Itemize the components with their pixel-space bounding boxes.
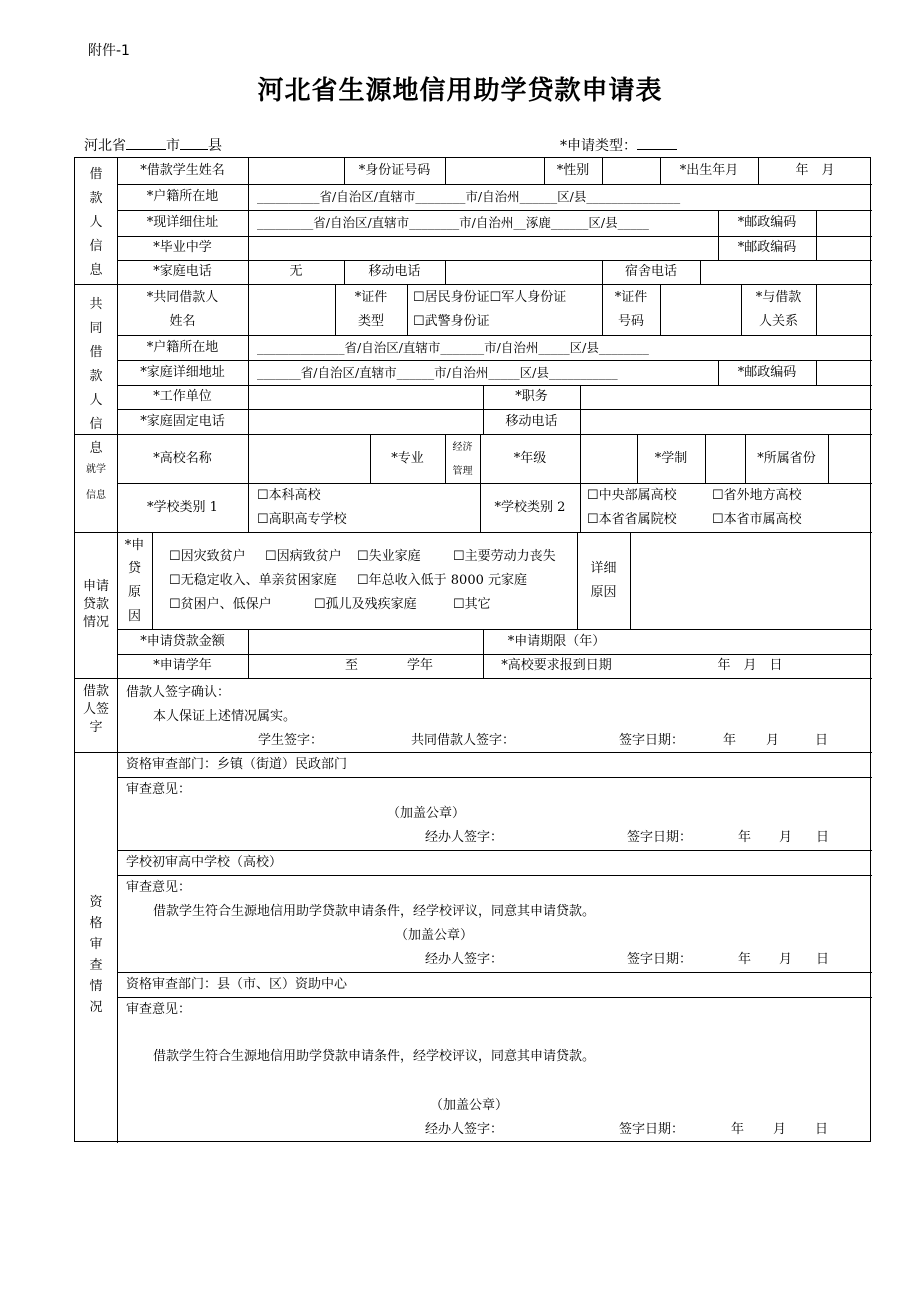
city-blank[interactable]: [126, 134, 166, 150]
review-year-3: 年: [731, 1122, 745, 1137]
borrower-mobile-label: 移动电话: [368, 264, 421, 279]
borrower-address-label: *现详细住址: [146, 215, 219, 230]
length-field[interactable]: [706, 434, 745, 483]
loan-year-to[interactable]: 至: [345, 658, 359, 673]
coborrower-section-text: 共同借款人信息: [89, 297, 103, 456]
borrower-name-field[interactable]: [249, 158, 344, 184]
school-name-field[interactable]: [249, 434, 370, 483]
relation-field[interactable]: [817, 284, 872, 335]
review-day-3: 日: [815, 1122, 829, 1137]
coborrower-mobile-field[interactable]: [581, 409, 872, 434]
school-name-label: *高校名称: [153, 451, 212, 466]
review-opinion-2: 审查意见：: [126, 880, 192, 895]
coborrower-sign-label[interactable]: 共同借款人签字：: [411, 733, 516, 748]
sign-date-label[interactable]: 签字日期：: [619, 733, 685, 748]
coborrower-address-field[interactable]: _______省/自治区/直辖市______市/自治州_____区/县___________: [257, 365, 618, 380]
coborrower-postcode-label: *邮政编码: [737, 365, 797, 380]
county-label: 县: [208, 138, 222, 154]
loan-amount-label: *申请贷款金额: [140, 634, 225, 649]
fixed-phone-label: *家庭固定电话: [140, 414, 225, 429]
review-date-2[interactable]: 签字日期：: [627, 952, 693, 967]
reason-char-2: 贷: [127, 561, 141, 576]
reason-poor-household[interactable]: ☐贫困户、低保户: [169, 597, 272, 612]
loan-section-label-3: 情况: [82, 615, 109, 630]
coborrower-address-label: *家庭详细地址: [140, 365, 225, 380]
handler-sign-1[interactable]: 经办人签字：: [425, 830, 504, 845]
relation-label-2: 人关系: [758, 314, 798, 329]
reason-illness[interactable]: ☐因病致贫户: [265, 549, 342, 564]
school-type1-option-1[interactable]: ☐本科高校: [257, 488, 321, 503]
reason-unstable-income[interactable]: ☐无稳定收入、单亲贫困家庭: [169, 573, 337, 588]
cert-type-label-2: 类型: [357, 314, 384, 329]
reason-low-income[interactable]: ☐年总收入低于 8000 元家庭: [357, 573, 528, 588]
review-seal-3: （加盖公章）: [430, 1098, 509, 1113]
school-section-label-2: 信息: [86, 490, 106, 501]
review-date-1[interactable]: 签字日期：: [627, 830, 693, 845]
review-seal-2: （加盖公章）: [395, 928, 474, 943]
reason-char-4: 因: [127, 609, 141, 624]
dorm-phone-label: 宿舍电话: [624, 264, 677, 279]
loan-term-label: *申请期限（年）: [507, 634, 606, 649]
borrower-section-label: [75, 163, 117, 283]
borrower-mobile-field[interactable]: [446, 260, 602, 284]
review-section-label: [75, 892, 117, 1018]
review-year-1: 年: [738, 830, 752, 845]
coborrower-section-label: [75, 293, 117, 461]
student-sign-label[interactable]: 学生签字：: [258, 733, 324, 748]
loan-section-label-1: 申请: [82, 579, 109, 594]
loan-year-label: *申请学年: [153, 658, 212, 673]
review-month-3: 月: [773, 1122, 787, 1137]
review-section-text: 资格审查情况: [89, 895, 103, 1015]
relation-label-1: *与借款: [755, 290, 802, 305]
review-year-2: 年: [738, 952, 752, 967]
major-value-2[interactable]: 管理: [452, 466, 473, 477]
report-date-field[interactable]: 年 月 日: [717, 658, 783, 673]
coborrower-mobile-label: 移动电话: [505, 414, 558, 429]
school-type2-option-1[interactable]: ☐中央部属高校: [587, 488, 677, 503]
borrower-birth-field[interactable]: 年 月: [795, 163, 835, 178]
reason-disaster[interactable]: ☐因灾致贫户: [169, 549, 246, 564]
review-agree-text-3: 借款学生符合生源地信用助学贷款申请条件，经学校评议，同意其申请贷款。: [153, 1049, 596, 1064]
review-seal-1: （加盖公章）: [387, 806, 466, 821]
borrower-postcode-label: *邮政编码: [737, 215, 797, 230]
sign-year: 年: [723, 733, 737, 748]
coborrower-huji-label: *户籍所在地: [146, 340, 219, 355]
page-title: 河北省生源地信用助学贷款申请表: [257, 76, 663, 106]
reason-unemployed[interactable]: ☐失业家庭: [357, 549, 421, 564]
detail-reason-field[interactable]: [631, 532, 872, 629]
attachment-label: 附件-1: [88, 43, 130, 59]
school-type2-option-4[interactable]: ☐本省市属高校: [712, 512, 802, 527]
fixed-phone-field[interactable]: [249, 409, 483, 434]
cert-no-label-2: 号码: [617, 314, 644, 329]
borrower-gender-field[interactable]: [603, 158, 660, 184]
review-agree-text-2: 借款学生符合生源地信用助学贷款申请条件，经学校评议，同意其申请贷款。: [153, 904, 596, 919]
grade-label: *年级: [513, 451, 547, 466]
apply-type-label: *申请类型：: [560, 138, 637, 154]
borrower-huji-field[interactable]: __________省/自治区/直辖市________市/自治州______区/县_______________: [257, 189, 681, 204]
review-month-1: 月: [779, 830, 793, 845]
sign-promise-text: 本人保证上述情况属实。: [153, 709, 297, 724]
dorm-phone-field[interactable]: [701, 260, 872, 284]
review-month-2: 月: [779, 952, 793, 967]
borrower-address-field[interactable]: _________省/自治区/直辖市________市/自治州__涿鹿______区/县_____: [257, 215, 649, 230]
school-type1-label: *学校类别 1: [147, 500, 218, 515]
review-date-3[interactable]: 签字日期：: [619, 1122, 685, 1137]
coborrower-name-field[interactable]: [249, 284, 335, 335]
work-unit-field[interactable]: [249, 385, 483, 409]
borrower-gender-label: *性别: [556, 163, 590, 178]
report-date-label: *高校要求报到日期: [501, 658, 612, 673]
handler-sign-2[interactable]: 经办人签字：: [425, 952, 504, 967]
borrower-name-label: *借款学生姓名: [140, 163, 225, 178]
borrower-postcode2-field[interactable]: [817, 236, 872, 260]
school-type2-option-3[interactable]: ☐本省省属院校: [587, 512, 677, 527]
review-dept-1: 资格审查部门：乡镇（街道）民政部门: [126, 757, 348, 772]
loan-amount-field[interactable]: [249, 629, 483, 654]
loan-term-field[interactable]: [631, 629, 872, 654]
coborrower-name-label-1: *共同借款人: [146, 290, 219, 305]
cert-type-options-1[interactable]: ☐居民身份证☐军人身份证: [413, 290, 567, 305]
cert-type-label-1: *证件: [354, 290, 388, 305]
cert-no-field[interactable]: [661, 284, 741, 335]
sign-day: 日: [815, 733, 829, 748]
major-label: *专业: [391, 451, 424, 466]
coborrower-postcode-field[interactable]: [817, 360, 872, 385]
sign-confirm-text: 借款人签字确认：: [126, 685, 231, 700]
sign-month: 月: [766, 733, 780, 748]
reason-labor-loss[interactable]: ☐主要劳动力丧失: [453, 549, 556, 564]
home-phone-label: *家庭电话: [153, 264, 212, 279]
reason-char-3: 原: [127, 585, 141, 600]
borrower-id-field[interactable]: [446, 158, 544, 184]
borrower-postcode-field[interactable]: [817, 210, 872, 236]
school-province-field[interactable]: [829, 434, 872, 483]
reason-other[interactable]: ☐其它: [453, 597, 491, 612]
signature-section-label-3: 字: [89, 720, 103, 735]
province-label: 河北省: [84, 138, 126, 154]
signature-section-label-1: 借款: [82, 684, 109, 699]
coborrower-huji-field[interactable]: ______________省/自治区/直辖市_______市/自治州_____区/县________: [257, 340, 649, 355]
borrower-id-label: *身份证号码: [358, 163, 431, 178]
review-dept-2: 学校初审高中学校（高校）: [126, 855, 283, 870]
school-province-label: *所属省份: [757, 451, 816, 466]
borrower-section-text: 借款人信息: [89, 167, 103, 278]
loan-year-unit: 学年: [407, 658, 434, 673]
school-type2-label: *学校类别 2: [494, 500, 566, 515]
reason-char-1: *申: [124, 538, 145, 553]
review-dept-3: 资格审查部门：县（市、区）资助中心: [126, 977, 348, 992]
borrower-postcode2-label: *邮政编码: [737, 240, 797, 255]
detail-reason-label-2: 原因: [590, 585, 617, 600]
loan-section-label-2: 贷款: [82, 597, 109, 612]
borrower-birth-label: *出生年月: [679, 163, 739, 178]
city-label: 市: [166, 138, 180, 154]
middle-school-field[interactable]: [249, 236, 718, 260]
review-opinion-3: 审查意见：: [126, 1002, 192, 1017]
apply-type-blank[interactable]: [637, 134, 677, 150]
coborrower-name-label-2: 姓名: [169, 314, 196, 329]
length-label: *学制: [654, 451, 688, 466]
school-type1-option-2[interactable]: ☐高职高专学校: [257, 512, 347, 527]
review-day-1: 日: [816, 830, 830, 845]
county-blank[interactable]: [180, 134, 208, 150]
cert-no-label-1: *证件: [614, 290, 648, 305]
job-label: *职务: [515, 389, 548, 404]
job-field[interactable]: [581, 385, 872, 409]
borrower-huji-label: *户籍所在地: [146, 189, 219, 204]
school-section-label-1: 就学: [86, 464, 106, 475]
review-day-2: 日: [816, 952, 830, 967]
cert-type-options-2[interactable]: ☐武警身份证: [413, 314, 490, 329]
major-value-1[interactable]: 经济: [452, 442, 473, 453]
handler-sign-3[interactable]: 经办人签字：: [425, 1122, 504, 1137]
signature-section-label-2: 人签: [82, 702, 109, 717]
middle-school-label: *毕业中学: [153, 240, 212, 255]
grade-field[interactable]: [581, 434, 637, 483]
detail-reason-label-1: 详细: [590, 561, 617, 576]
school-type2-option-2[interactable]: ☐省外地方高校: [712, 488, 802, 503]
home-phone-field[interactable]: 无: [289, 264, 303, 279]
review-opinion-1: 审查意见：: [126, 782, 192, 797]
application-table: [74, 157, 871, 1142]
header-line: [84, 134, 874, 156]
reason-orphan-disabled[interactable]: ☐孤儿及残疾家庭: [314, 597, 417, 612]
work-unit-label: *工作单位: [153, 389, 212, 404]
